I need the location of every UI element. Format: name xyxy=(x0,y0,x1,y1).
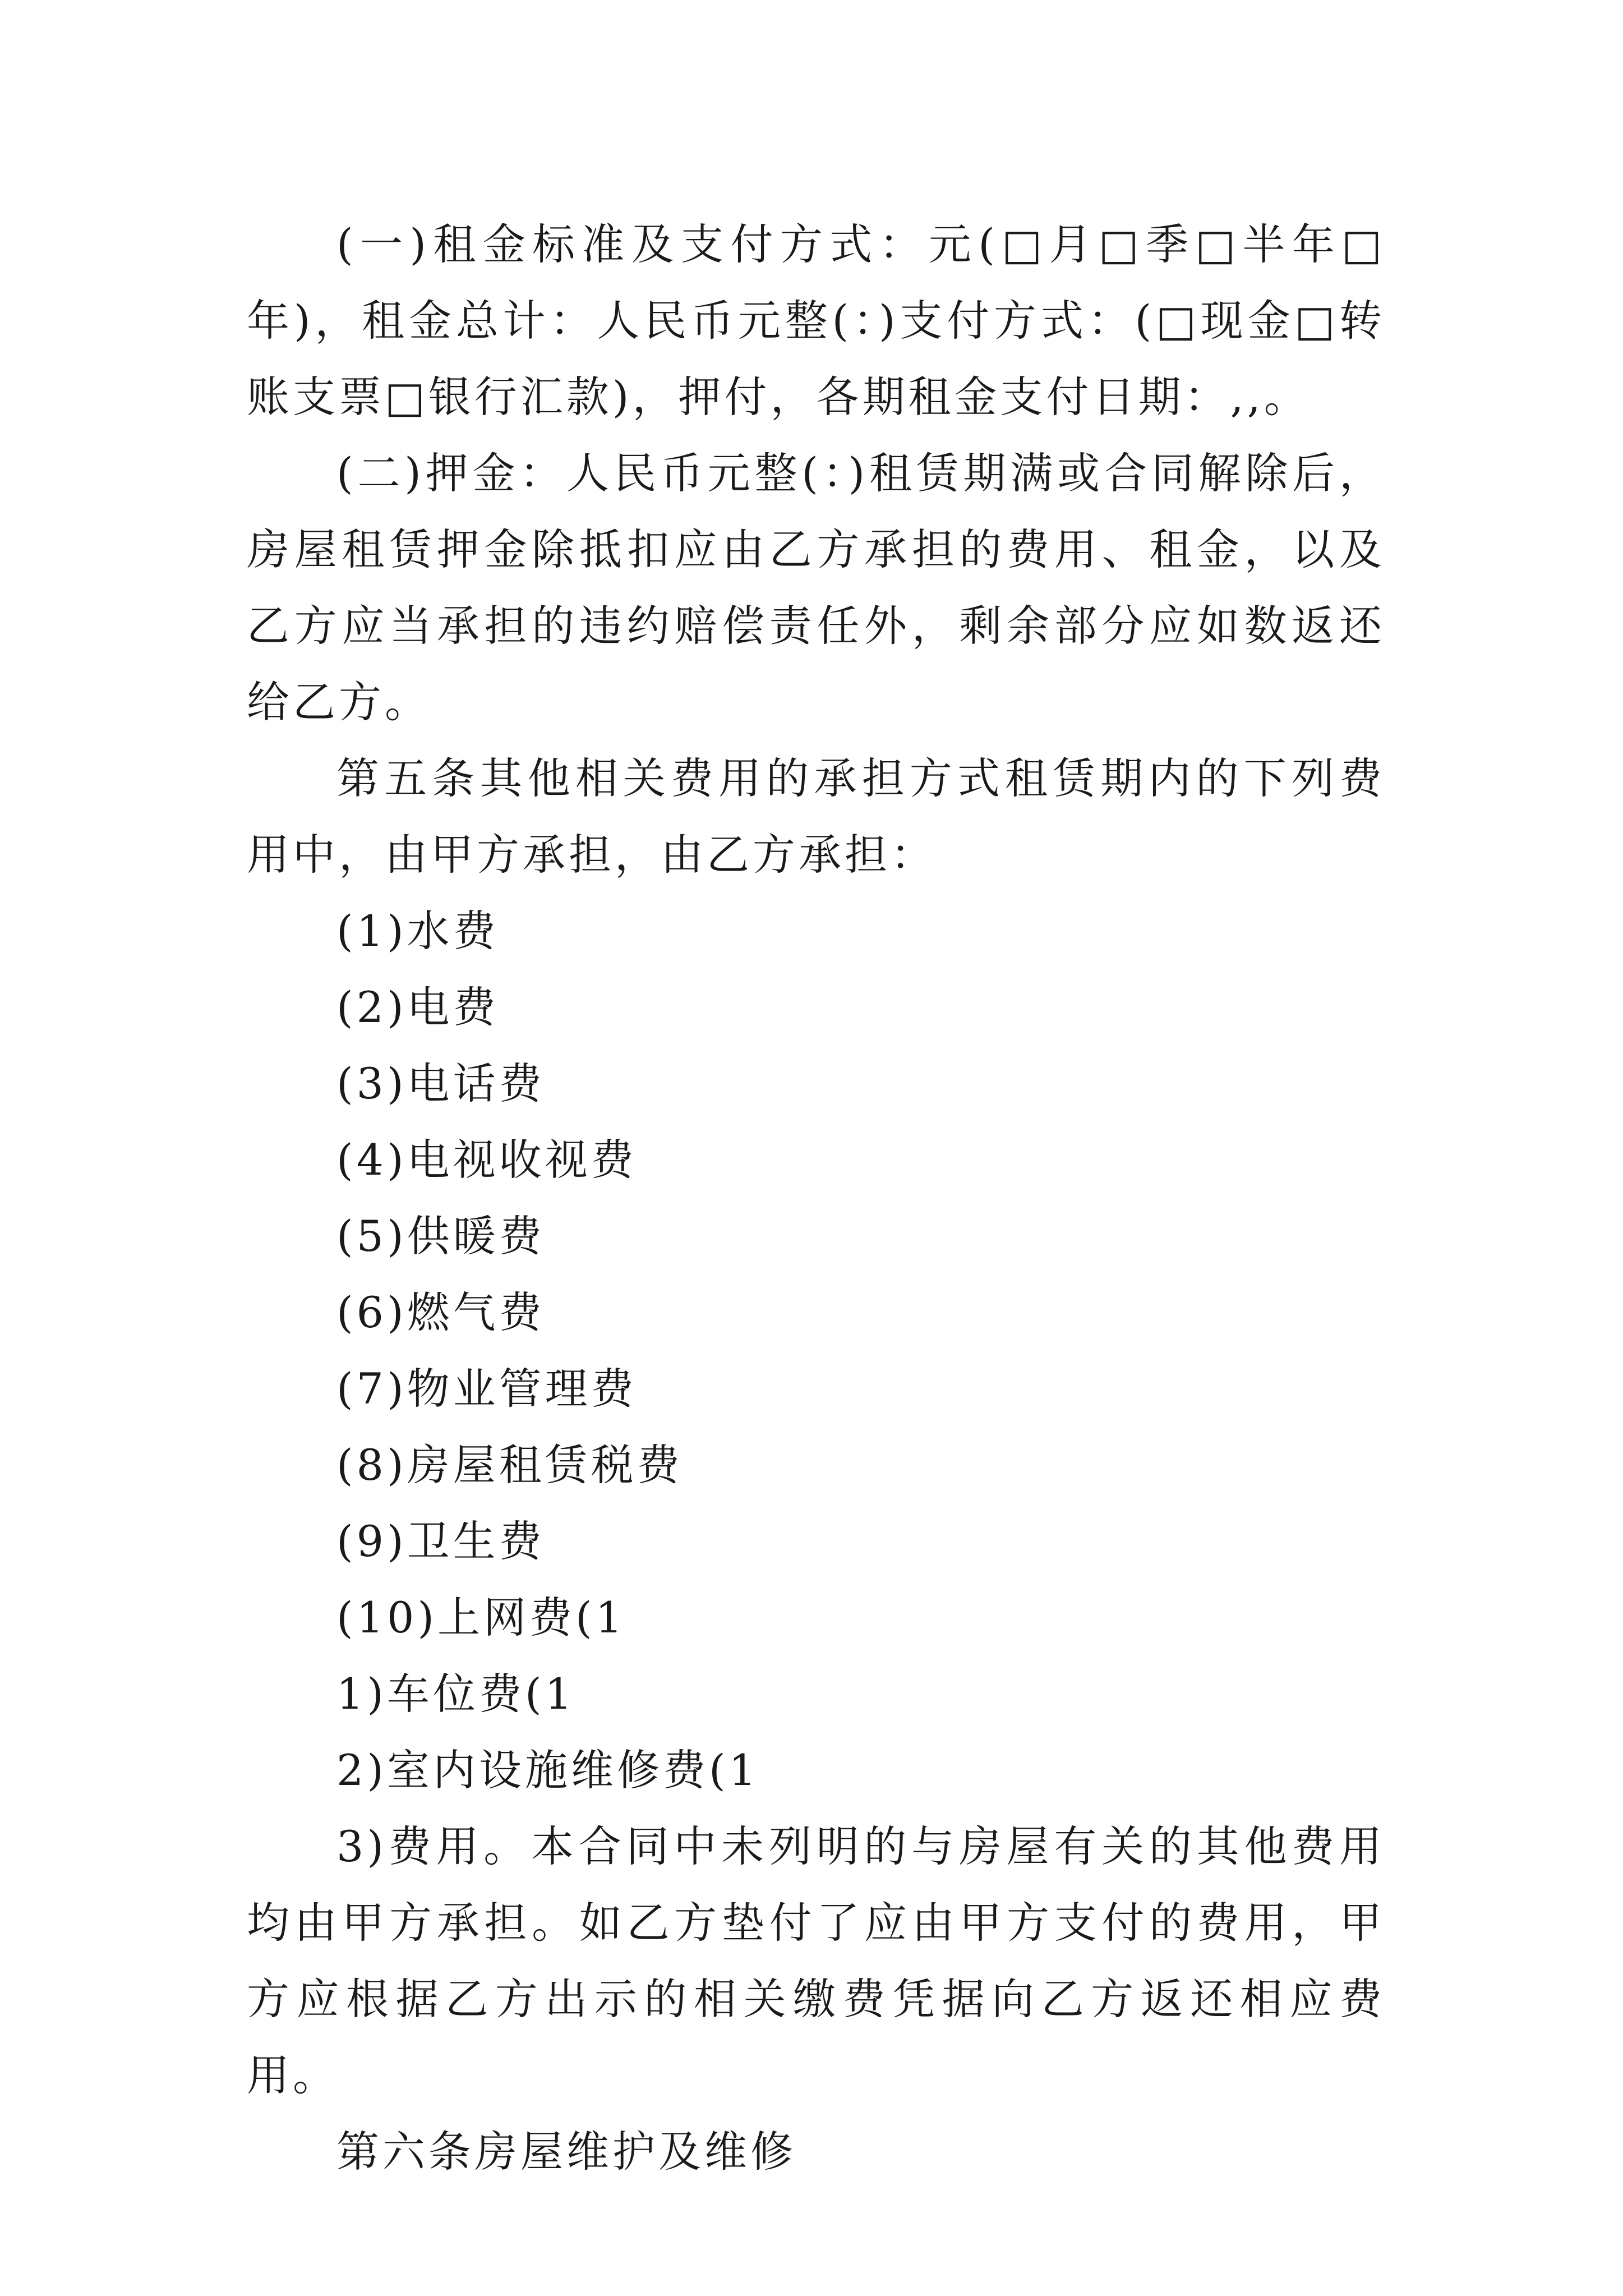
list-item-electricity-fee: (2)电费 xyxy=(336,982,499,1032)
list-item-internet-fee: (10)上网费(1 xyxy=(336,1593,626,1642)
paragraph-rent-standard: (一)租金标准及支付方式：元(□月□季□半年□年)，租金总计：人民币元整(：)支付方式：(□现金□转账支票□银行汇款)，押付，各期租金支付日期：,,。 xyxy=(247,219,1385,422)
list-item-telephone-fee: (3)电话费 xyxy=(336,1059,545,1108)
list-item-sanitation-fee: (9)卫生费 xyxy=(336,1516,545,1566)
paragraph-article-six: 第六条房屋维护及维修 xyxy=(336,2127,796,2177)
list-item-heating-fee: (5)供暖费 xyxy=(336,1211,545,1261)
list-item-rental-tax: (8)房屋租赁税费 xyxy=(336,1440,683,1490)
list-item-property-management-fee: (7)物业管理费 xyxy=(336,1364,637,1414)
list-item-parking-fee: 1)车位费(1 xyxy=(336,1669,576,1719)
paragraph-other-fees: 3)费用。本合同中未列明的与房屋有关的其他费用均由甲方承担。如乙方垫付了应由甲方支付的费用，甲方应根据乙方出示的相关缴费凭据向乙方返还相应费用。 xyxy=(247,1821,1385,2100)
paragraph-article-five: 第五条其他相关费用的承担方式租赁期内的下列费用中，由甲方承担，由乙方承担： xyxy=(247,753,1385,880)
document-body xyxy=(247,206,1385,2190)
list-item-maintenance-fee: 2)室内设施维修费(1 xyxy=(336,1745,760,1795)
list-item-water-fee: (1)水费 xyxy=(336,906,499,956)
list-item-gas-fee: (6)燃气费 xyxy=(336,1287,545,1337)
list-item-tv-fee: (4)电视收视费 xyxy=(336,1135,637,1185)
paragraph-deposit: (二)押金：人民币元整(：)租赁期满或合同解除后，房屋租赁押金除抵扣应由乙方承担的费用、租金，以及乙方应当承担的违约赔偿责任外，剩余部分应如数返还给乙方。 xyxy=(247,448,1385,727)
